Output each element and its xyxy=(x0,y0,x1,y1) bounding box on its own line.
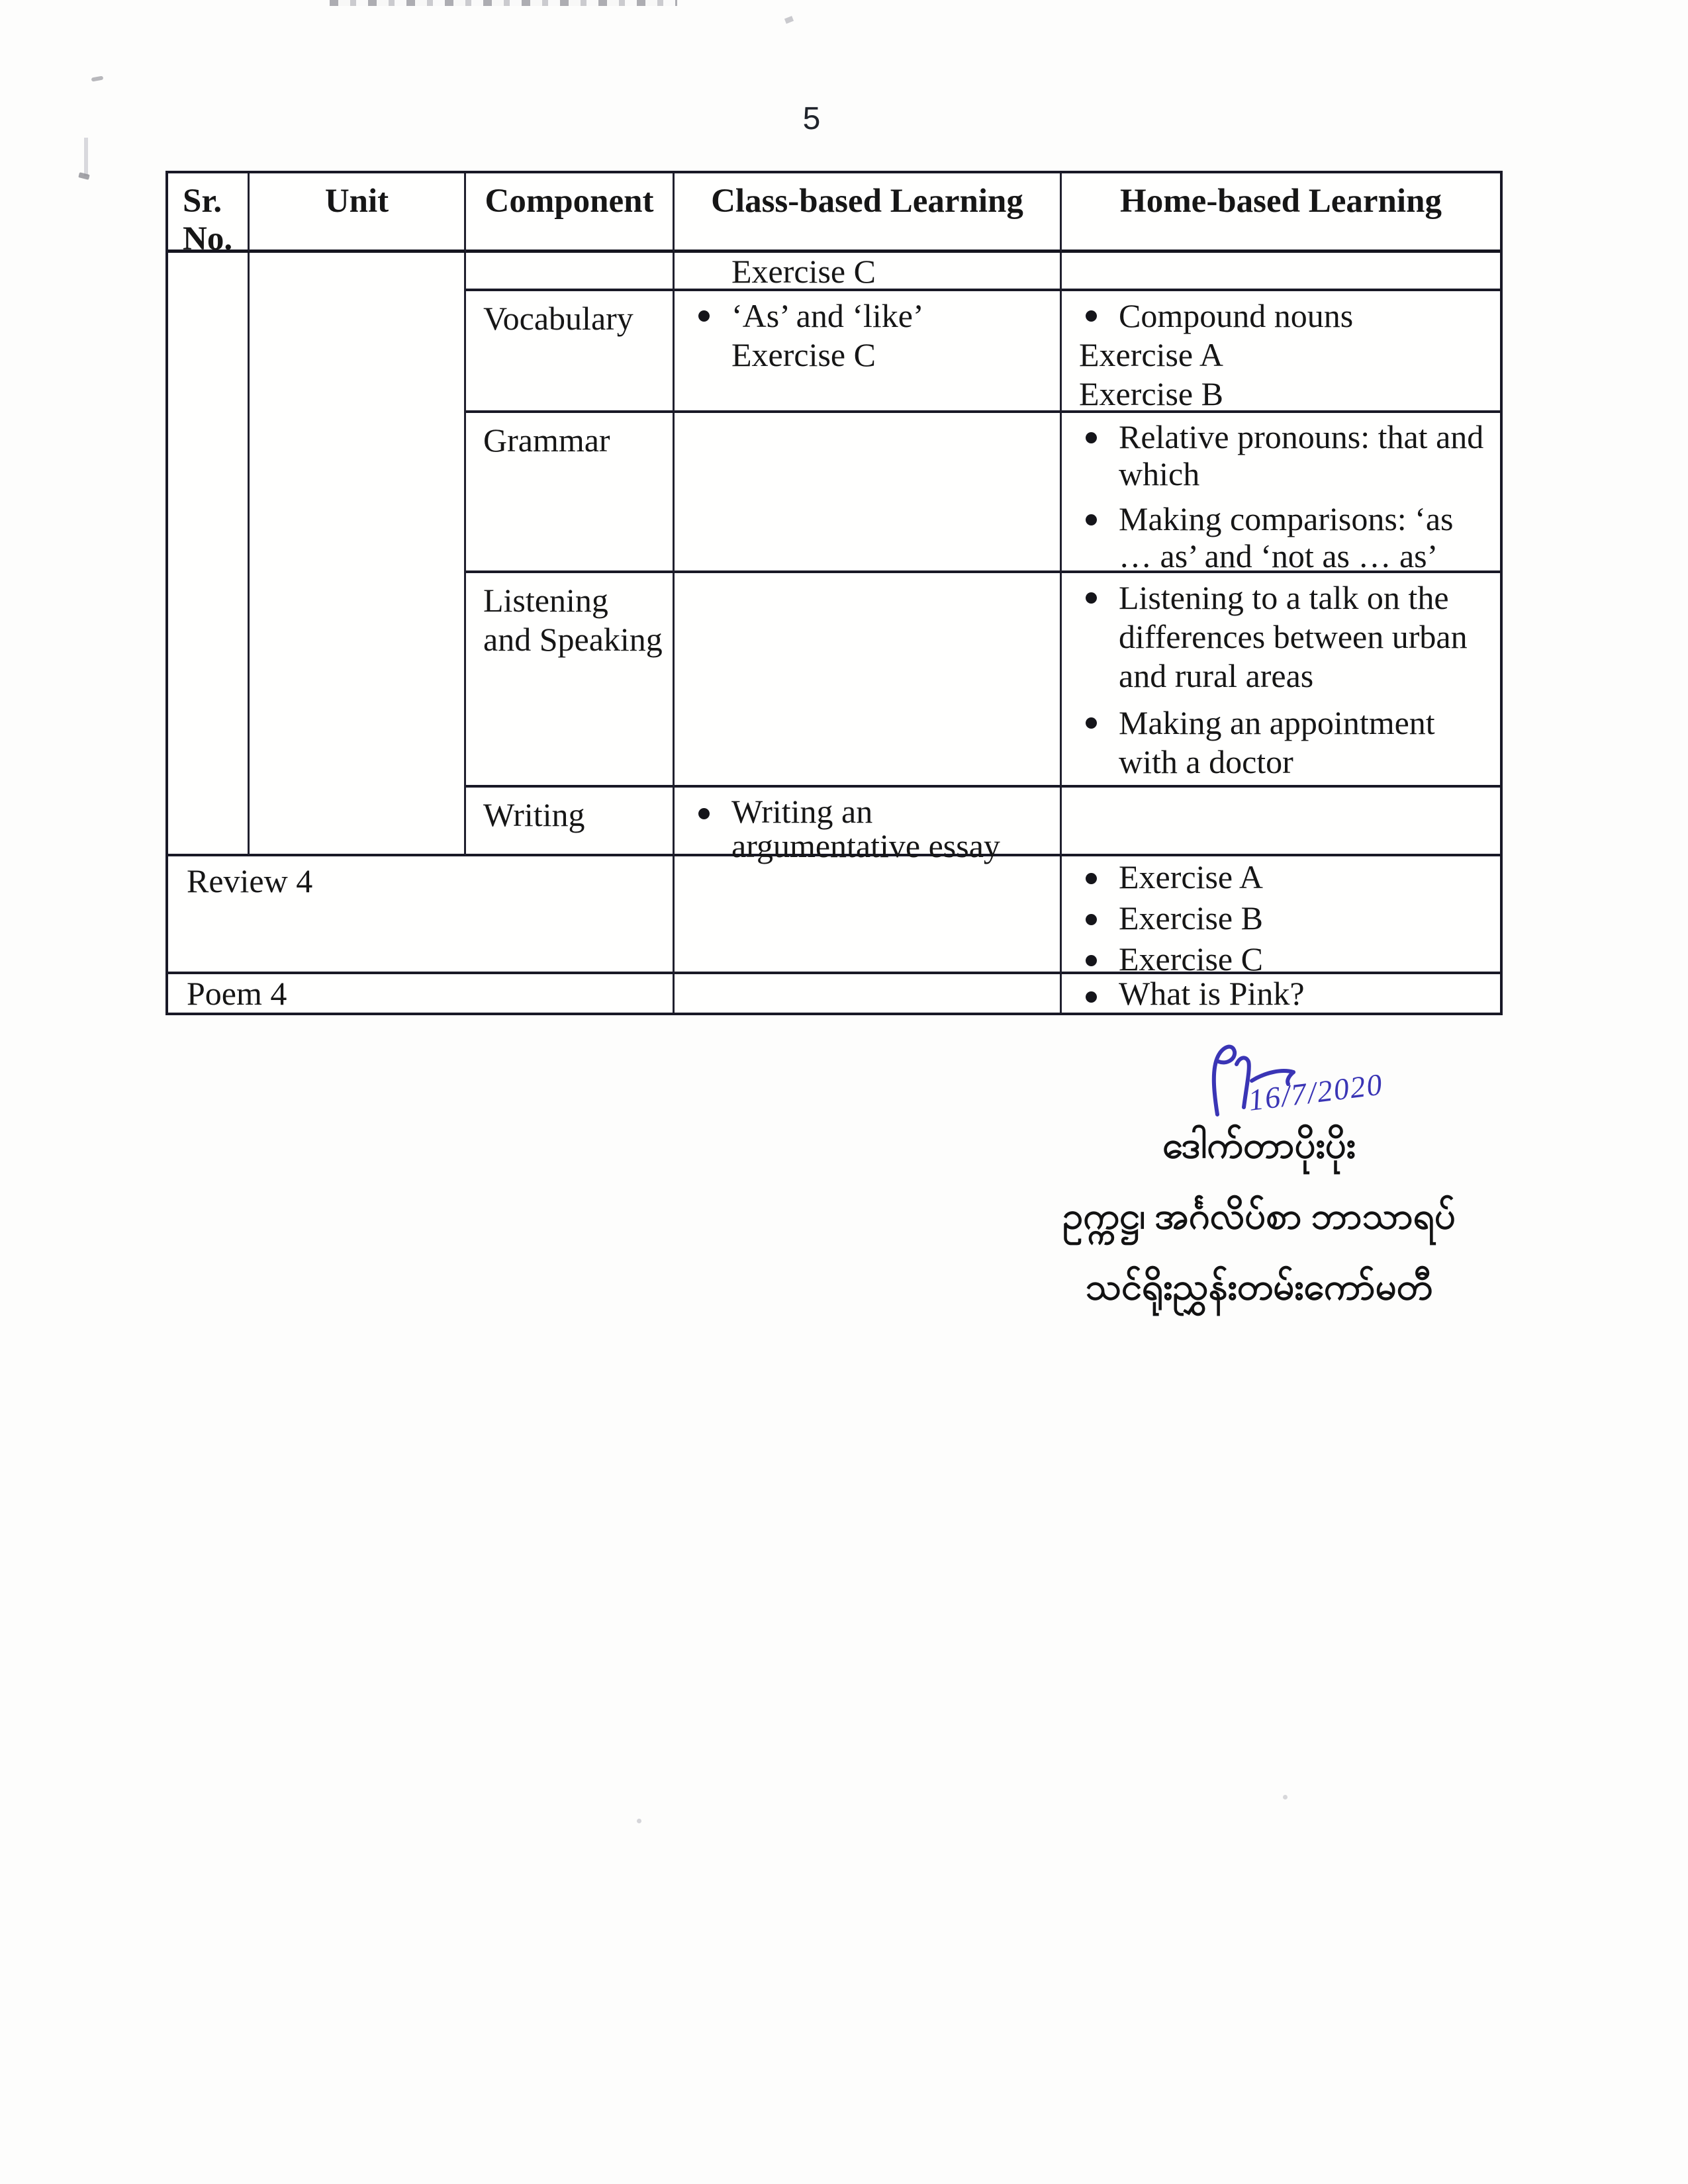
scan-artifact xyxy=(330,0,677,6)
home-based-cell-poem xyxy=(1062,974,1500,1013)
text-item xyxy=(1079,336,1495,375)
item-text: ‘As’ and ‘like’ xyxy=(731,297,924,334)
bullet-item xyxy=(1079,941,1495,977)
column-header-class-based-learning xyxy=(675,173,1062,253)
page-number: 5 xyxy=(802,101,821,136)
item-text: Exercise A xyxy=(1119,858,1263,895)
item-text: Exercise C xyxy=(731,336,876,373)
scan-artifact xyxy=(78,172,89,180)
scan-artifact xyxy=(91,75,104,81)
bullet-item xyxy=(1079,578,1495,696)
component-cell-empty xyxy=(466,253,675,291)
item-text: What is Pink? xyxy=(1119,975,1305,1012)
class-based-cell-grammar xyxy=(675,413,1062,573)
text-item xyxy=(483,581,667,659)
review-row-label: Review 4 xyxy=(187,862,313,899)
home-based-cell-review xyxy=(1062,856,1500,978)
signatory-title: ဥက္ကဋ္ဌ၊ အင်္ဂလိပ်စာ ဘာသာရပ် xyxy=(1062,1196,1456,1237)
signatory-committee: သင်ရိုးညွှန်းတမ်းကော်မတီ xyxy=(1085,1267,1433,1308)
class-based-cell-listening-speaking xyxy=(675,573,1062,788)
bullet-item xyxy=(692,296,1055,336)
bullet-item xyxy=(1079,975,1495,1012)
item-text: Vocabulary xyxy=(483,300,633,337)
column-header-home-based-learning xyxy=(1062,173,1500,253)
text-item xyxy=(692,255,1055,288)
bullet-item xyxy=(1079,704,1495,782)
item-text: Exercise B xyxy=(1079,375,1223,412)
item-text: Making comparisons: ‘as … as’ and ‘not as … as’ xyxy=(1119,500,1454,574)
component-cell-listening-speaking xyxy=(466,573,675,788)
home-based-cell-grammar xyxy=(1062,413,1500,573)
bullet-item xyxy=(1079,418,1495,492)
component-cell-vocabulary xyxy=(466,291,675,413)
item-text: Grammar xyxy=(483,422,610,459)
item-text: Listening and Speaking xyxy=(483,582,663,658)
home-based-cell-listening-speaking xyxy=(1062,573,1500,788)
sr-no-cell-empty xyxy=(168,253,250,856)
curriculum-table xyxy=(165,171,1503,1015)
component-cell-grammar xyxy=(466,413,675,573)
signatory-block xyxy=(961,1111,1557,1323)
unit-cell-empty xyxy=(250,253,466,856)
column-header-label: Class-based Learning xyxy=(711,183,1023,220)
text-item xyxy=(1079,375,1495,414)
bullet-item xyxy=(1079,900,1495,936)
item-text: Exercise C xyxy=(1119,940,1263,978)
poem-row-label-cell xyxy=(168,974,675,1013)
text-item xyxy=(483,299,667,338)
review-row-label-cell xyxy=(168,856,675,974)
text-item xyxy=(168,183,248,258)
scan-artifact xyxy=(1283,1795,1288,1799)
signature-date: 16/7/2020 xyxy=(1246,1067,1385,1117)
bullet-item xyxy=(1079,859,1495,895)
item-text: Exercise A xyxy=(1079,336,1223,373)
item-text: Writing xyxy=(483,796,585,833)
poem-row-label: Poem 4 xyxy=(187,975,287,1012)
column-header-label: Home-based Learning xyxy=(1120,183,1442,220)
home-based-cell-vocabulary xyxy=(1062,291,1500,413)
component-cell-writing xyxy=(466,788,675,856)
signatory-name: ဒေါက်တာပိုးပိုး xyxy=(1162,1125,1356,1166)
column-header-component xyxy=(466,173,675,253)
home-based-cell-empty xyxy=(1062,788,1500,856)
column-header-sr-no xyxy=(168,173,250,257)
class-based-cell-poem xyxy=(675,974,1062,1013)
scan-artifact xyxy=(784,16,794,24)
class-based-cell-continuation xyxy=(675,253,1062,291)
column-header-label: Component xyxy=(485,183,654,220)
text-item xyxy=(483,421,667,460)
item-text: Sr. No. xyxy=(183,183,233,257)
class-based-cell-review xyxy=(675,856,1062,974)
home-based-cell-empty xyxy=(1062,253,1500,291)
item-text: Compound nouns xyxy=(1119,297,1354,334)
text-item xyxy=(483,796,667,835)
item-text: Listening to a talk on the differences between urban and rural areas xyxy=(1119,579,1468,694)
item-text: Making an appointment with a doctor xyxy=(1119,704,1435,780)
item-text: Exercise B xyxy=(1119,899,1263,936)
item-text: Relative pronouns: that and which xyxy=(1119,418,1484,492)
column-header-label: Unit xyxy=(324,183,389,220)
item-text: Exercise C xyxy=(731,253,876,290)
class-based-cell-writing xyxy=(675,788,1062,864)
bullet-item xyxy=(1079,500,1495,574)
scan-artifact xyxy=(637,1819,641,1823)
scan-artifact xyxy=(84,138,88,176)
bullet-item xyxy=(1079,296,1495,336)
bullet-item xyxy=(692,794,1055,863)
column-header-unit xyxy=(250,173,466,253)
text-item xyxy=(692,336,1055,375)
item-text: Writing an argumentative essay xyxy=(731,793,1000,864)
class-based-cell-vocabulary xyxy=(675,291,1062,413)
